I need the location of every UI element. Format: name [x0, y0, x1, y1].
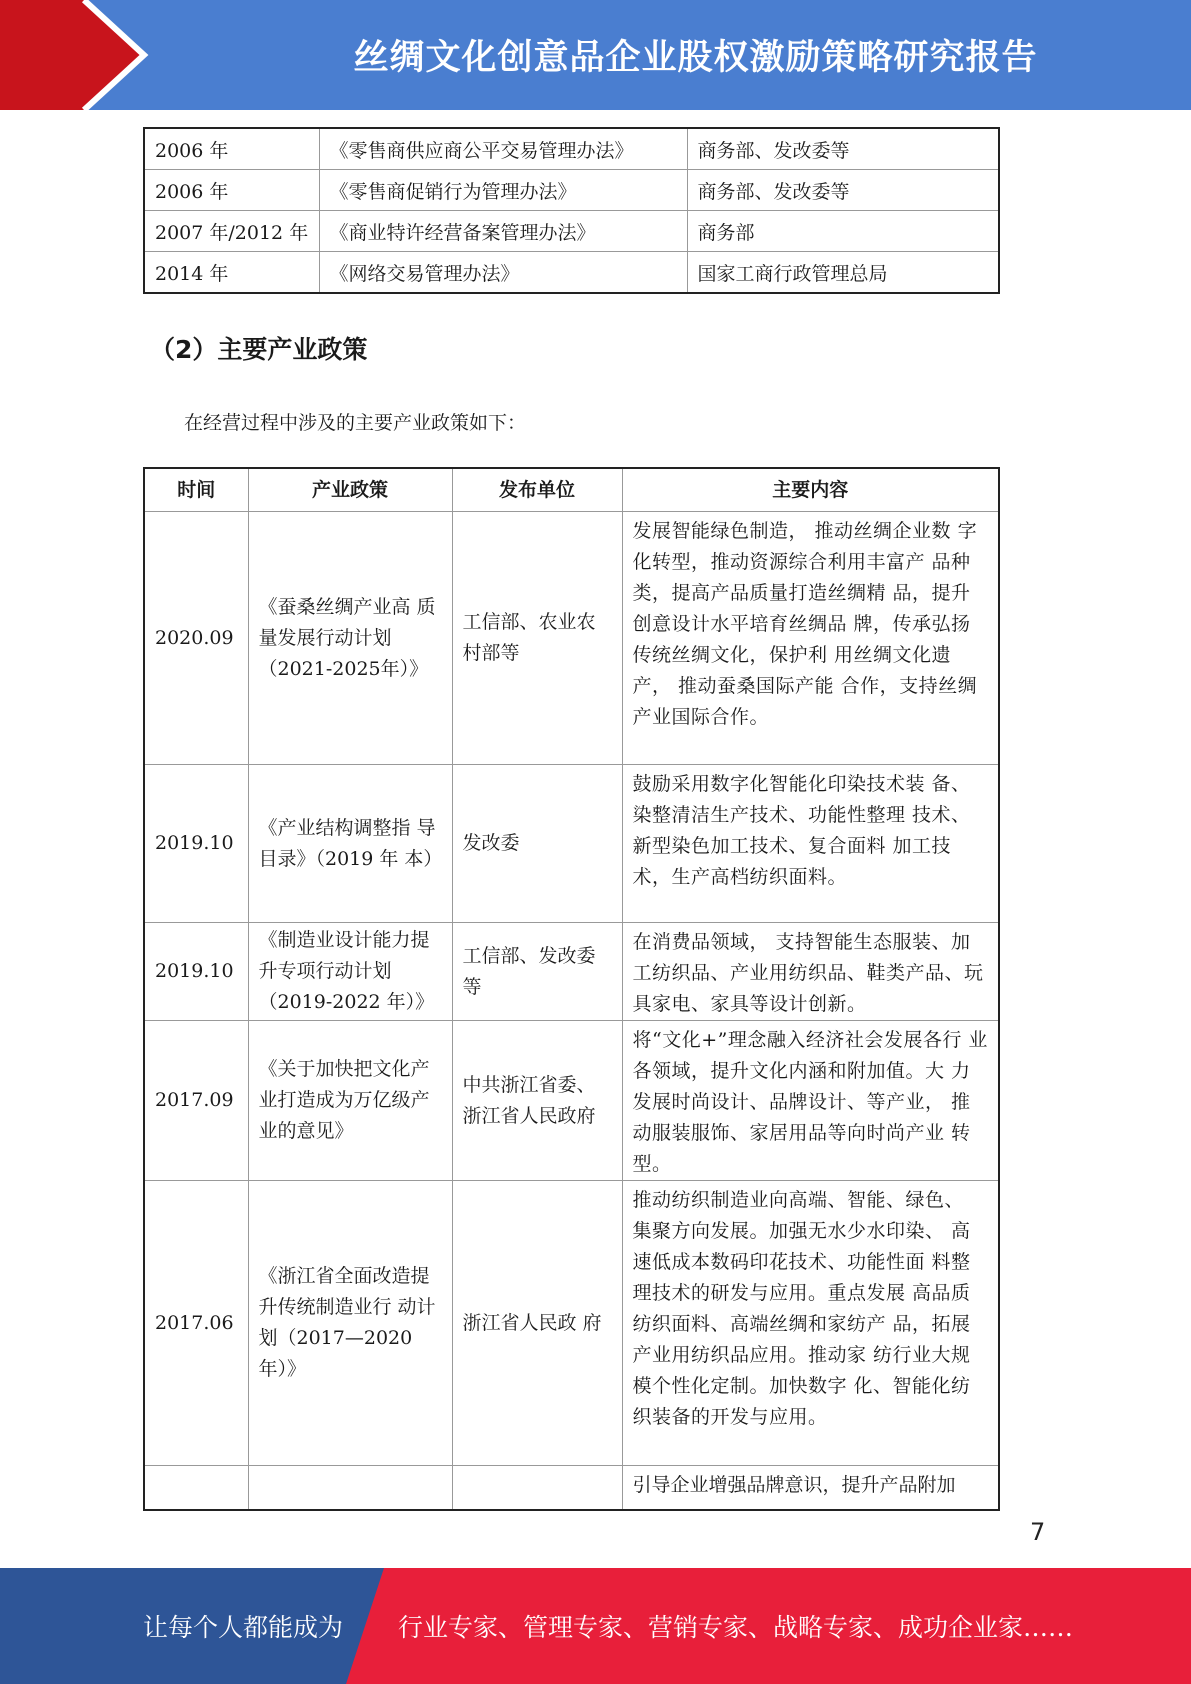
time-cell: 2017.06 — [144, 1181, 248, 1466]
policy-name-cell: 《关于加快把文化产业打造成为万亿级产业的意见》 — [248, 1021, 452, 1181]
content-cell: 引导企业增强品牌意识，提升产品附加 — [622, 1466, 999, 1510]
policy-name-cell: 《蚕桑丝绸产业高 质量发展行动计划（2021-2025年）》 — [248, 512, 452, 765]
issuer-cell: 工信部、发改委等 — [452, 923, 622, 1021]
content-cell: 将“文化+”理念融入经济社会发展各行 业各领域，提升文化内涵和附加值。大 力发展时尚设计、品牌设计、等产业， 推动服装服饰、家居用品等向时尚产业 转型。 — [622, 1021, 999, 1181]
footer-slogan-right: 行业专家、管理专家、营销专家、战略专家、成功企业家…… — [398, 1613, 1074, 1642]
year-cell: 2006 年 — [144, 170, 319, 211]
issuer-cell: 发改委 — [452, 765, 622, 923]
issuer-cell: 商务部、发改委等 — [687, 128, 999, 170]
table-row — [144, 1021, 999, 1181]
issuer-cell: 浙江省人民政 府 — [452, 1181, 622, 1466]
time-cell: 2020.09 — [144, 512, 248, 765]
header-issuer: 发布单位 — [452, 468, 622, 512]
table-row — [144, 170, 999, 211]
header-content: 主要内容 — [622, 468, 999, 512]
header-time: 时间 — [144, 468, 248, 512]
table-row — [144, 512, 999, 765]
header-policy: 产业政策 — [248, 468, 452, 512]
page-number: 7 — [1030, 1518, 1046, 1546]
policy-name-cell: 《浙江省全面改造提升传统制造业行 动计划（2017—2020 年）》 — [248, 1181, 452, 1466]
time-cell — [144, 1466, 248, 1510]
table-row — [144, 923, 999, 1021]
year-cell: 2006 年 — [144, 128, 319, 170]
issuer-cell — [452, 1466, 622, 1510]
policy-table — [143, 467, 1000, 1511]
regulation-name-cell: 《商业特许经营备案管理办法》 — [319, 211, 687, 252]
time-cell: 2017.09 — [144, 1021, 248, 1181]
issuer-cell: 国家工商行政管理总局 — [687, 252, 999, 294]
regulation-name-cell: 《零售商促销行为管理办法》 — [319, 170, 687, 211]
header-red-chevron — [0, 0, 150, 110]
footer-slogan-left: 让每个人都能成为 — [143, 1613, 344, 1642]
content-cell: 推动纺织制造业向高端、智能、绿色、 集聚方向发展。加强无水少水印染、 高速低成本数码印花技术、功能性面 料整理技术的研发与应用。重点发展 高品质纺织面料、高端丝绸和家纺产 品，拓展产业用纺织品应用。推动家 纺行业大规模个性化定制。加快数字 化、智能化纺织装备的开发与应用。 — [622, 1181, 999, 1466]
content-cell: 发展智能绿色制造， 推动丝绸企业数 字化转型，推动资源综合利用丰富产 品种类，提高产品质量打造丝绸精 品，提升创意设计水平培育丝绸品 牌，传承弘扬传统丝绸文化，保护利 用丝绸文化遗产， 推动蚕桑国际产能 合作，支持丝绸产业国际合作。 — [622, 512, 999, 765]
section-heading: （2）主要产业政策 — [150, 335, 368, 364]
section-intro: 在经营过程中涉及的主要产业政策如下： — [184, 412, 527, 434]
footer-banner — [0, 1568, 1191, 1684]
time-cell: 2019.10 — [144, 923, 248, 1021]
content-cell: 鼓励采用数字化智能化印染技术装 备、染整清洁生产技术、功能性整理 技术、新型染色加工技术、复合面料 加工技术，生产高档纺织面料。 — [622, 765, 999, 923]
policy-name-cell — [248, 1466, 452, 1510]
regulation-name-cell: 《网络交易管理办法》 — [319, 252, 687, 294]
content-cell: 在消费品领域， 支持智能生态服装、加工纺织品、产业用纺织品、鞋类产品、玩具家电、家具等设计创新。 — [622, 923, 999, 1021]
policy-name-cell: 《制造业设计能力提升专项行动计划（2019-2022 年）》 — [248, 923, 452, 1021]
issuer-cell: 中共浙江省委、浙江省人民政府 — [452, 1021, 622, 1181]
policy-name-cell: 《产业结构调整指 导目录》（2019 年 本） — [248, 765, 452, 923]
header-banner — [0, 0, 1191, 110]
table-row — [144, 128, 999, 170]
table-row — [144, 1181, 999, 1466]
time-cell: 2019.10 — [144, 765, 248, 923]
year-cell: 2007 年/2012 年 — [144, 211, 319, 252]
issuer-cell: 商务部、发改委等 — [687, 170, 999, 211]
regulation-name-cell: 《零售商供应商公平交易管理办法》 — [319, 128, 687, 170]
table-row — [144, 211, 999, 252]
table-row — [144, 765, 999, 923]
issuer-cell: 商务部 — [687, 211, 999, 252]
issuer-cell: 工信部、农业农村部等 — [452, 512, 622, 765]
table-row — [144, 1466, 999, 1510]
table-row — [144, 252, 999, 294]
year-cell: 2014 年 — [144, 252, 319, 294]
report-title: 丝绸文化创意品企业股权激励策略研究报告 — [353, 38, 1038, 78]
table-header-row — [144, 468, 999, 512]
regulations-table — [143, 127, 1000, 294]
